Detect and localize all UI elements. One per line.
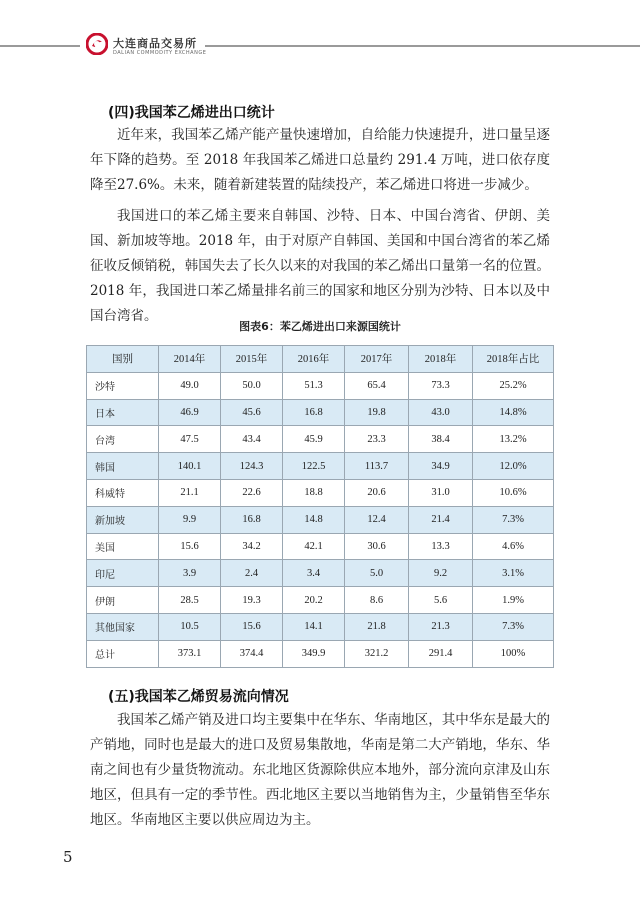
table-row <box>87 372 554 399</box>
table-row <box>87 533 554 560</box>
section-4-title: (四)我国苯乙烯进出口统计 <box>108 105 275 121</box>
table-cell-value: 10.5 <box>159 613 221 640</box>
table-cell-value: 19.8 <box>345 399 409 426</box>
table-cell-value: 23.3 <box>345 426 409 453</box>
table-header-cell: 2017年 <box>345 346 409 373</box>
page-header <box>0 0 640 70</box>
section-5-title: (五)我国苯乙烯贸易流向情况 <box>108 689 289 705</box>
table-cell-value: 21.3 <box>409 613 473 640</box>
table-cell-region: 美国 <box>87 533 159 560</box>
table-cell-value: 291.4 <box>409 640 473 667</box>
table-cell-value: 3.9 <box>159 560 221 587</box>
table-row <box>87 613 554 640</box>
table-header-cell: 2018年 <box>409 346 473 373</box>
table-header-cell: 2015年 <box>221 346 283 373</box>
table-cell-value: 9.9 <box>159 506 221 533</box>
table-cell-value: 30.6 <box>345 533 409 560</box>
table-row <box>87 587 554 614</box>
page-number: 5 <box>63 848 73 866</box>
table-cell-region: 其他国家 <box>87 613 159 640</box>
table-cell-value: 8.6 <box>345 587 409 614</box>
table-cell-value: 28.5 <box>159 587 221 614</box>
table-cell-value: 20.2 <box>283 587 345 614</box>
table-cell-value: 13.2% <box>473 426 554 453</box>
table-row <box>87 506 554 533</box>
table-cell-value: 9.2 <box>409 560 473 587</box>
brand-name-cn: 大连商品交易所 <box>113 37 197 50</box>
table-cell-value: 374.4 <box>221 640 283 667</box>
section-4-paragraph-1: 近年来，我国苯乙烯产能产量快速增加，自给能力快速提升，进口量呈逐年下降的趋势。至 2018 年我国苯乙烯进口总量约 291.4 万吨，进口依存度降至27.6%。未来，随着新建装置的陆续投产，苯乙烯进口将进一步减少。 <box>90 127 550 193</box>
table-cell-value: 7.3% <box>473 506 554 533</box>
table-cell-value: 18.8 <box>283 479 345 506</box>
table-cell-value: 14.1 <box>283 613 345 640</box>
table-header-cell: 2018年占比 <box>473 346 554 373</box>
table-cell-value: 122.5 <box>283 453 345 480</box>
table-cell-value: 73.3 <box>409 372 473 399</box>
table-cell-region: 印尼 <box>87 560 159 587</box>
table-row <box>87 640 554 667</box>
table-row <box>87 426 554 453</box>
dce-logo-icon <box>86 33 108 55</box>
brand-name-en: DALIAN COMMODITY EXCHANGE <box>113 50 207 56</box>
table-cell-region: 伊朗 <box>87 587 159 614</box>
table-cell-value: 2.4 <box>221 560 283 587</box>
table-cell-value: 51.3 <box>283 372 345 399</box>
table-body <box>87 372 554 667</box>
table-cell-value: 43.0 <box>409 399 473 426</box>
table-cell-value: 5.6 <box>409 587 473 614</box>
table-cell-value: 7.3% <box>473 613 554 640</box>
table-cell-value: 13.3 <box>409 533 473 560</box>
table-cell-value: 3.1% <box>473 560 554 587</box>
import-source-table <box>86 345 554 668</box>
table-cell-region: 台湾 <box>87 426 159 453</box>
table-cell-value: 14.8 <box>283 506 345 533</box>
table-cell-region: 沙特 <box>87 372 159 399</box>
table-cell-value: 38.4 <box>409 426 473 453</box>
table-cell-value: 31.0 <box>409 479 473 506</box>
table-cell-value: 4.6% <box>473 533 554 560</box>
table-cell-region: 总计 <box>87 640 159 667</box>
table-cell-value: 43.4 <box>221 426 283 453</box>
table-header-cell: 2016年 <box>283 346 345 373</box>
section-5-paragraph-1: 我国苯乙烯产销及进口均主要集中在华东、华南地区，其中华东是最大的产销地，同时也是最大的进口及贸易集散地，华南是第二大产销地，华东、华南之间也有少量货物流动。东北地区货源除供应本地外，部分流向京津及山东地区，但具有一定的季节性。西北地区主要以当地销售为主，少量销售至华东地区。华南地区主要以供应周边为主。 <box>90 712 550 828</box>
table-cell-value: 16.8 <box>283 399 345 426</box>
table-cell-value: 25.2% <box>473 372 554 399</box>
table-cell-region: 日本 <box>87 399 159 426</box>
table-cell-value: 14.8% <box>473 399 554 426</box>
table-cell-value: 1.9% <box>473 587 554 614</box>
table-cell-value: 16.8 <box>221 506 283 533</box>
table-cell-value: 15.6 <box>159 533 221 560</box>
table-row <box>87 453 554 480</box>
table-cell-value: 113.7 <box>345 453 409 480</box>
table-cell-value: 34.9 <box>409 453 473 480</box>
table-cell-value: 321.2 <box>345 640 409 667</box>
table-cell-value: 21.4 <box>409 506 473 533</box>
table-cell-value: 45.9 <box>283 426 345 453</box>
table-cell-value: 65.4 <box>345 372 409 399</box>
table-cell-value: 47.5 <box>159 426 221 453</box>
table-cell-value: 46.9 <box>159 399 221 426</box>
table-cell-value: 124.3 <box>221 453 283 480</box>
header-rule-right <box>205 45 640 47</box>
table-cell-region: 科威特 <box>87 479 159 506</box>
table-cell-value: 21.1 <box>159 479 221 506</box>
table-cell-value: 21.8 <box>345 613 409 640</box>
table-cell-value: 15.6 <box>221 613 283 640</box>
table-cell-value: 373.1 <box>159 640 221 667</box>
table-caption: 图表6：苯乙烯进出口来源国统计 <box>239 320 401 333</box>
table-cell-value: 3.4 <box>283 560 345 587</box>
table-cell-value: 12.0% <box>473 453 554 480</box>
header-rule-left <box>0 45 80 47</box>
section-4-paragraph-2: 我国进口的苯乙烯主要来自韩国、沙特、日本、中国台湾省、伊朗、美国、新加坡等地。2018 年，由于对原产自韩国、美国和中国台湾省的苯乙烯征收反倾销税，韩国失去了长久以来的对我国的苯乙烯出口量第一名的位置。2018 年，我国进口苯乙烯量排名前三的国家和地区分别为沙特、日本以及中国台湾省。 <box>90 208 550 324</box>
table-cell-value: 100% <box>473 640 554 667</box>
table-row <box>87 399 554 426</box>
table-cell-value: 49.0 <box>159 372 221 399</box>
table-cell-value: 45.6 <box>221 399 283 426</box>
table-header-cell: 国别 <box>87 346 159 373</box>
table-cell-value: 12.4 <box>345 506 409 533</box>
table-cell-value: 34.2 <box>221 533 283 560</box>
table-row <box>87 560 554 587</box>
table-cell-value: 50.0 <box>221 372 283 399</box>
table-cell-value: 140.1 <box>159 453 221 480</box>
table-cell-region: 韩国 <box>87 453 159 480</box>
table-cell-value: 5.0 <box>345 560 409 587</box>
table-row <box>87 479 554 506</box>
table-cell-value: 349.9 <box>283 640 345 667</box>
table-cell-value: 20.6 <box>345 479 409 506</box>
table-cell-region: 新加坡 <box>87 506 159 533</box>
table-cell-value: 42.1 <box>283 533 345 560</box>
table-header-cell: 2014年 <box>159 346 221 373</box>
table-cell-value: 22.6 <box>221 479 283 506</box>
table-header-row <box>87 346 554 373</box>
table-cell-value: 19.3 <box>221 587 283 614</box>
table-cell-value: 10.6% <box>473 479 554 506</box>
